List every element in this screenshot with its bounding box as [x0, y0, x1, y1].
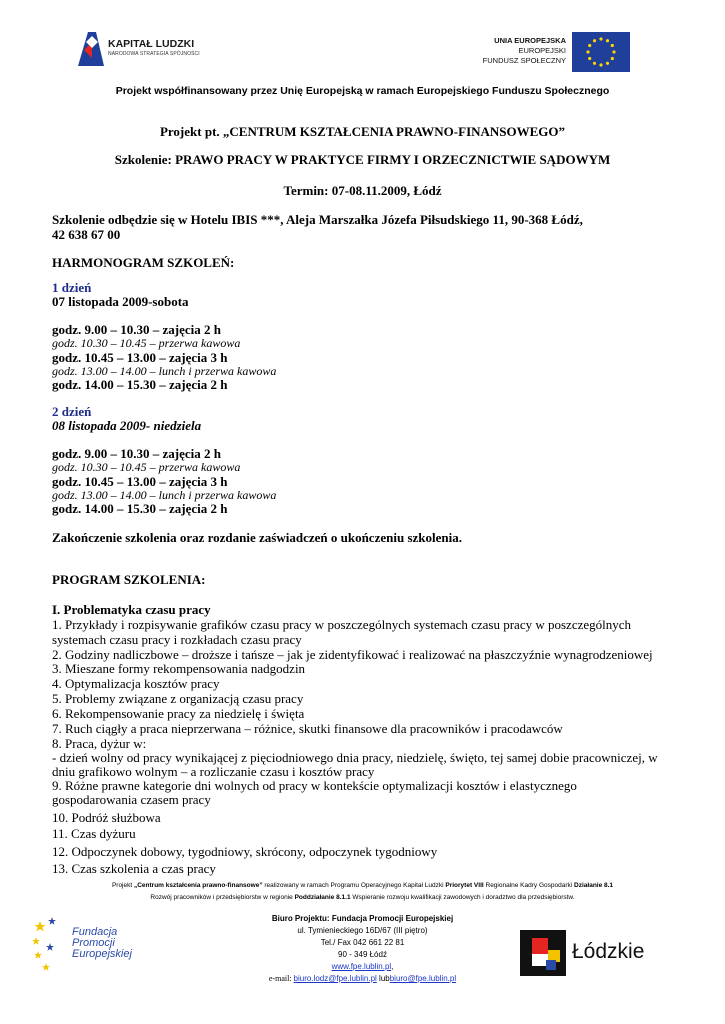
- eu-logo-line1: UNIA EUROPEJSKA: [494, 36, 566, 45]
- office-address: ul. Tymienieckiego 16D/67 (III piętro): [297, 926, 428, 935]
- training-title: Szkolenie: PRAWO PRACY W PRAKTYCE FIRMY I ORZECZNICTWIE SĄDOWYM: [114, 152, 611, 167]
- day1-item: godz. 10.45 – 13.00 – zajęcia 3 h: [52, 350, 228, 365]
- project-office-contact: Biuro Projektu: Fundacja Promocji Europejskiej ul. Tymienieckiego 16D/67 (III piętro) Tel./ Fax 042 661 22 81 90 - 349 Łódź www.fpe.lublin.pl, e-mail: biuro.lodz@fpe.lublin.pl lubbiuro@fpe.lublin.pl: [0, 913, 725, 985]
- program-section: I. Problematyka czasu pracy: [52, 602, 211, 617]
- office-title: Biuro Projektu: Fundacja Promocji Europejskiej: [271, 914, 454, 923]
- day2-label: 2 dzień: [52, 404, 92, 419]
- fpe-logo-line2: Promocji: [72, 937, 115, 949]
- lodzkie-emblem-icon: [520, 930, 566, 976]
- program-line: 2. Godziny nadliczbowe – droższe i tańsze – jak je zidentyfikować i realizować na płaszczyźnie wynagrodzeniowej: [52, 647, 653, 662]
- day1-label: 1 dzień: [52, 280, 92, 295]
- venue-line1: Szkolenie odbędzie się w Hotelu IBIS ***, Aleja Marszałka Józefa Piłsudskiego 11, 90-368 Łódź,: [52, 212, 583, 227]
- kl-logo-title: KAPITAŁ LUDZKI: [108, 38, 195, 50]
- day1-item: godz. 14.00 – 15.30 – zajęcia 2 h: [52, 377, 228, 392]
- website-link[interactable]: www.fpe.lublin.pl: [331, 962, 392, 971]
- fpe-logo-line3: Europejskiej: [72, 948, 132, 960]
- lodzkie-logo: [520, 930, 650, 976]
- day2-item: godz. 13.00 – 14.00 – lunch i przerwa kawowa: [52, 488, 277, 502]
- program-heading: PROGRAM SZKOLENIA:: [52, 572, 206, 587]
- program-line: 8. Praca, dyżur w:: [52, 736, 147, 751]
- program-line: gospodarowania czasem pracy: [52, 792, 211, 807]
- lodzkie-logo-text: Łódzkie: [572, 940, 645, 963]
- program-line: 9. Różne prawne kategorie dni wolnych od pracy w kontekście optymalizacji kosztów i elastycznego: [52, 778, 577, 793]
- eu-flag-icon: [572, 32, 630, 72]
- eu-logo-line2: EUROPEJSKI: [518, 46, 566, 55]
- project-title: Projekt pt. „CENTRUM KSZTAŁCENIA PRAWNO-FINANSOWEGO”: [159, 124, 566, 139]
- training-term: Termin: 07-08.11.2009, Łódź: [283, 183, 442, 198]
- program-line: 12. Odpoczynek dobowy, tygodniowy, skrócony, odpoczynek tygodniowy: [52, 844, 438, 859]
- footer-funding-note: Projekt „Centrum kształcenia prawno-finansowe” realizowany w ramach Programu Operacyjnego Kapitał Ludzki Priorytet VIII Regionalne Kadry Gospodarki Działanie 8.1 Rozwój pracowników i przedsiębiorstw w regionie Poddziałanie 8.1.1 Wspieranie rozwoju kwalifikacji zawodowych i doradztwo dla przedsiębiorstw.: [111, 882, 614, 901]
- program-line: systemach czasu pracy i rozkładach czasu pracy: [52, 632, 302, 647]
- program-line: 7. Ruch ciągły a praca nieprzerwana – różnice, skutki finansowe dla pracowników i pracodawców: [52, 721, 563, 736]
- kl-logo-subtitle: NARODOWA STRATEGIA SPÓJNOŚCI: [108, 51, 200, 57]
- venue-line2: 42 638 67 00: [52, 227, 121, 242]
- office-phone: Tel./ Fax 042 661 22 81: [320, 938, 405, 947]
- day1-item: godz. 13.00 – 14.00 – lunch i przerwa kawowa: [52, 364, 277, 378]
- program-line: dniu grafikowo wolnym – a rozliczanie czasu i kosztów pracy: [52, 764, 375, 779]
- day2-item: godz. 9.00 – 10.30 – zajęcia 2 h: [52, 446, 221, 461]
- closing-note: Zakończenie szkolenia oraz rozdanie zaświadczeń o ukończeniu szkolenia.: [52, 530, 462, 545]
- program-line: 4. Optymalizacja kosztów pracy: [52, 676, 220, 691]
- cofinance-note: Projekt współfinansowany przez Unię Europejską w ramach Europejskiego Funduszu Społecznego: [115, 85, 610, 97]
- program-line: 5. Problemy związane z organizacją czasu pracy: [52, 691, 304, 706]
- email-link-lodz[interactable]: biuro.lodz@fpe.lublin.pl: [293, 974, 377, 983]
- eu-logo-line3: FUNDUSZ SPOŁECZNY: [482, 56, 566, 65]
- schedule-heading: HARMONOGRAM SZKOLEŃ:: [52, 255, 235, 270]
- program-line: 13. Czas szkolenia a czas pracy: [52, 861, 216, 876]
- program-line: 1. Przykłady i rozpisywanie grafików czasu pracy w poszczególnych systemach czasu pracy w poszczególnych: [52, 617, 632, 632]
- email-link-biuro[interactable]: biuro@fpe.lublin.pl: [389, 974, 457, 983]
- program-line: 6. Rekompensowanie pracy za niedzielę i święta: [52, 706, 305, 721]
- program-line: - dzień wolny od pracy wynikającej z pięciodniowego dnia pracy, niedzielę, święto, tej samej dobie pracowniczej, w: [52, 750, 658, 765]
- day2-date: 08 listopada 2009- niedziela: [52, 418, 202, 433]
- day1-item: godz. 9.00 – 10.30 – zajęcia 2 h: [52, 322, 221, 337]
- day2-item: godz. 14.00 – 15.30 – zajęcia 2 h: [52, 501, 228, 516]
- day1-date: 07 listopada 2009-sobota: [52, 294, 189, 309]
- day2-item: godz. 10.45 – 13.00 – zajęcia 3 h: [52, 474, 228, 489]
- program-line: 10. Podróż służbowa: [52, 810, 161, 825]
- day1-item: godz. 10.30 – 10.45 – przerwa kawowa: [52, 336, 241, 350]
- day2-item: godz. 10.30 – 10.45 – przerwa kawowa: [52, 460, 241, 474]
- office-city: 90 - 349 Łódź: [338, 950, 387, 959]
- eu-logo: [470, 32, 630, 74]
- fpe-logo-line1: Fundacja: [72, 926, 118, 938]
- program-line: 11. Czas dyżuru: [52, 826, 136, 841]
- program-line: 3. Mieszane formy rekompensowania nadgodzin: [52, 661, 306, 676]
